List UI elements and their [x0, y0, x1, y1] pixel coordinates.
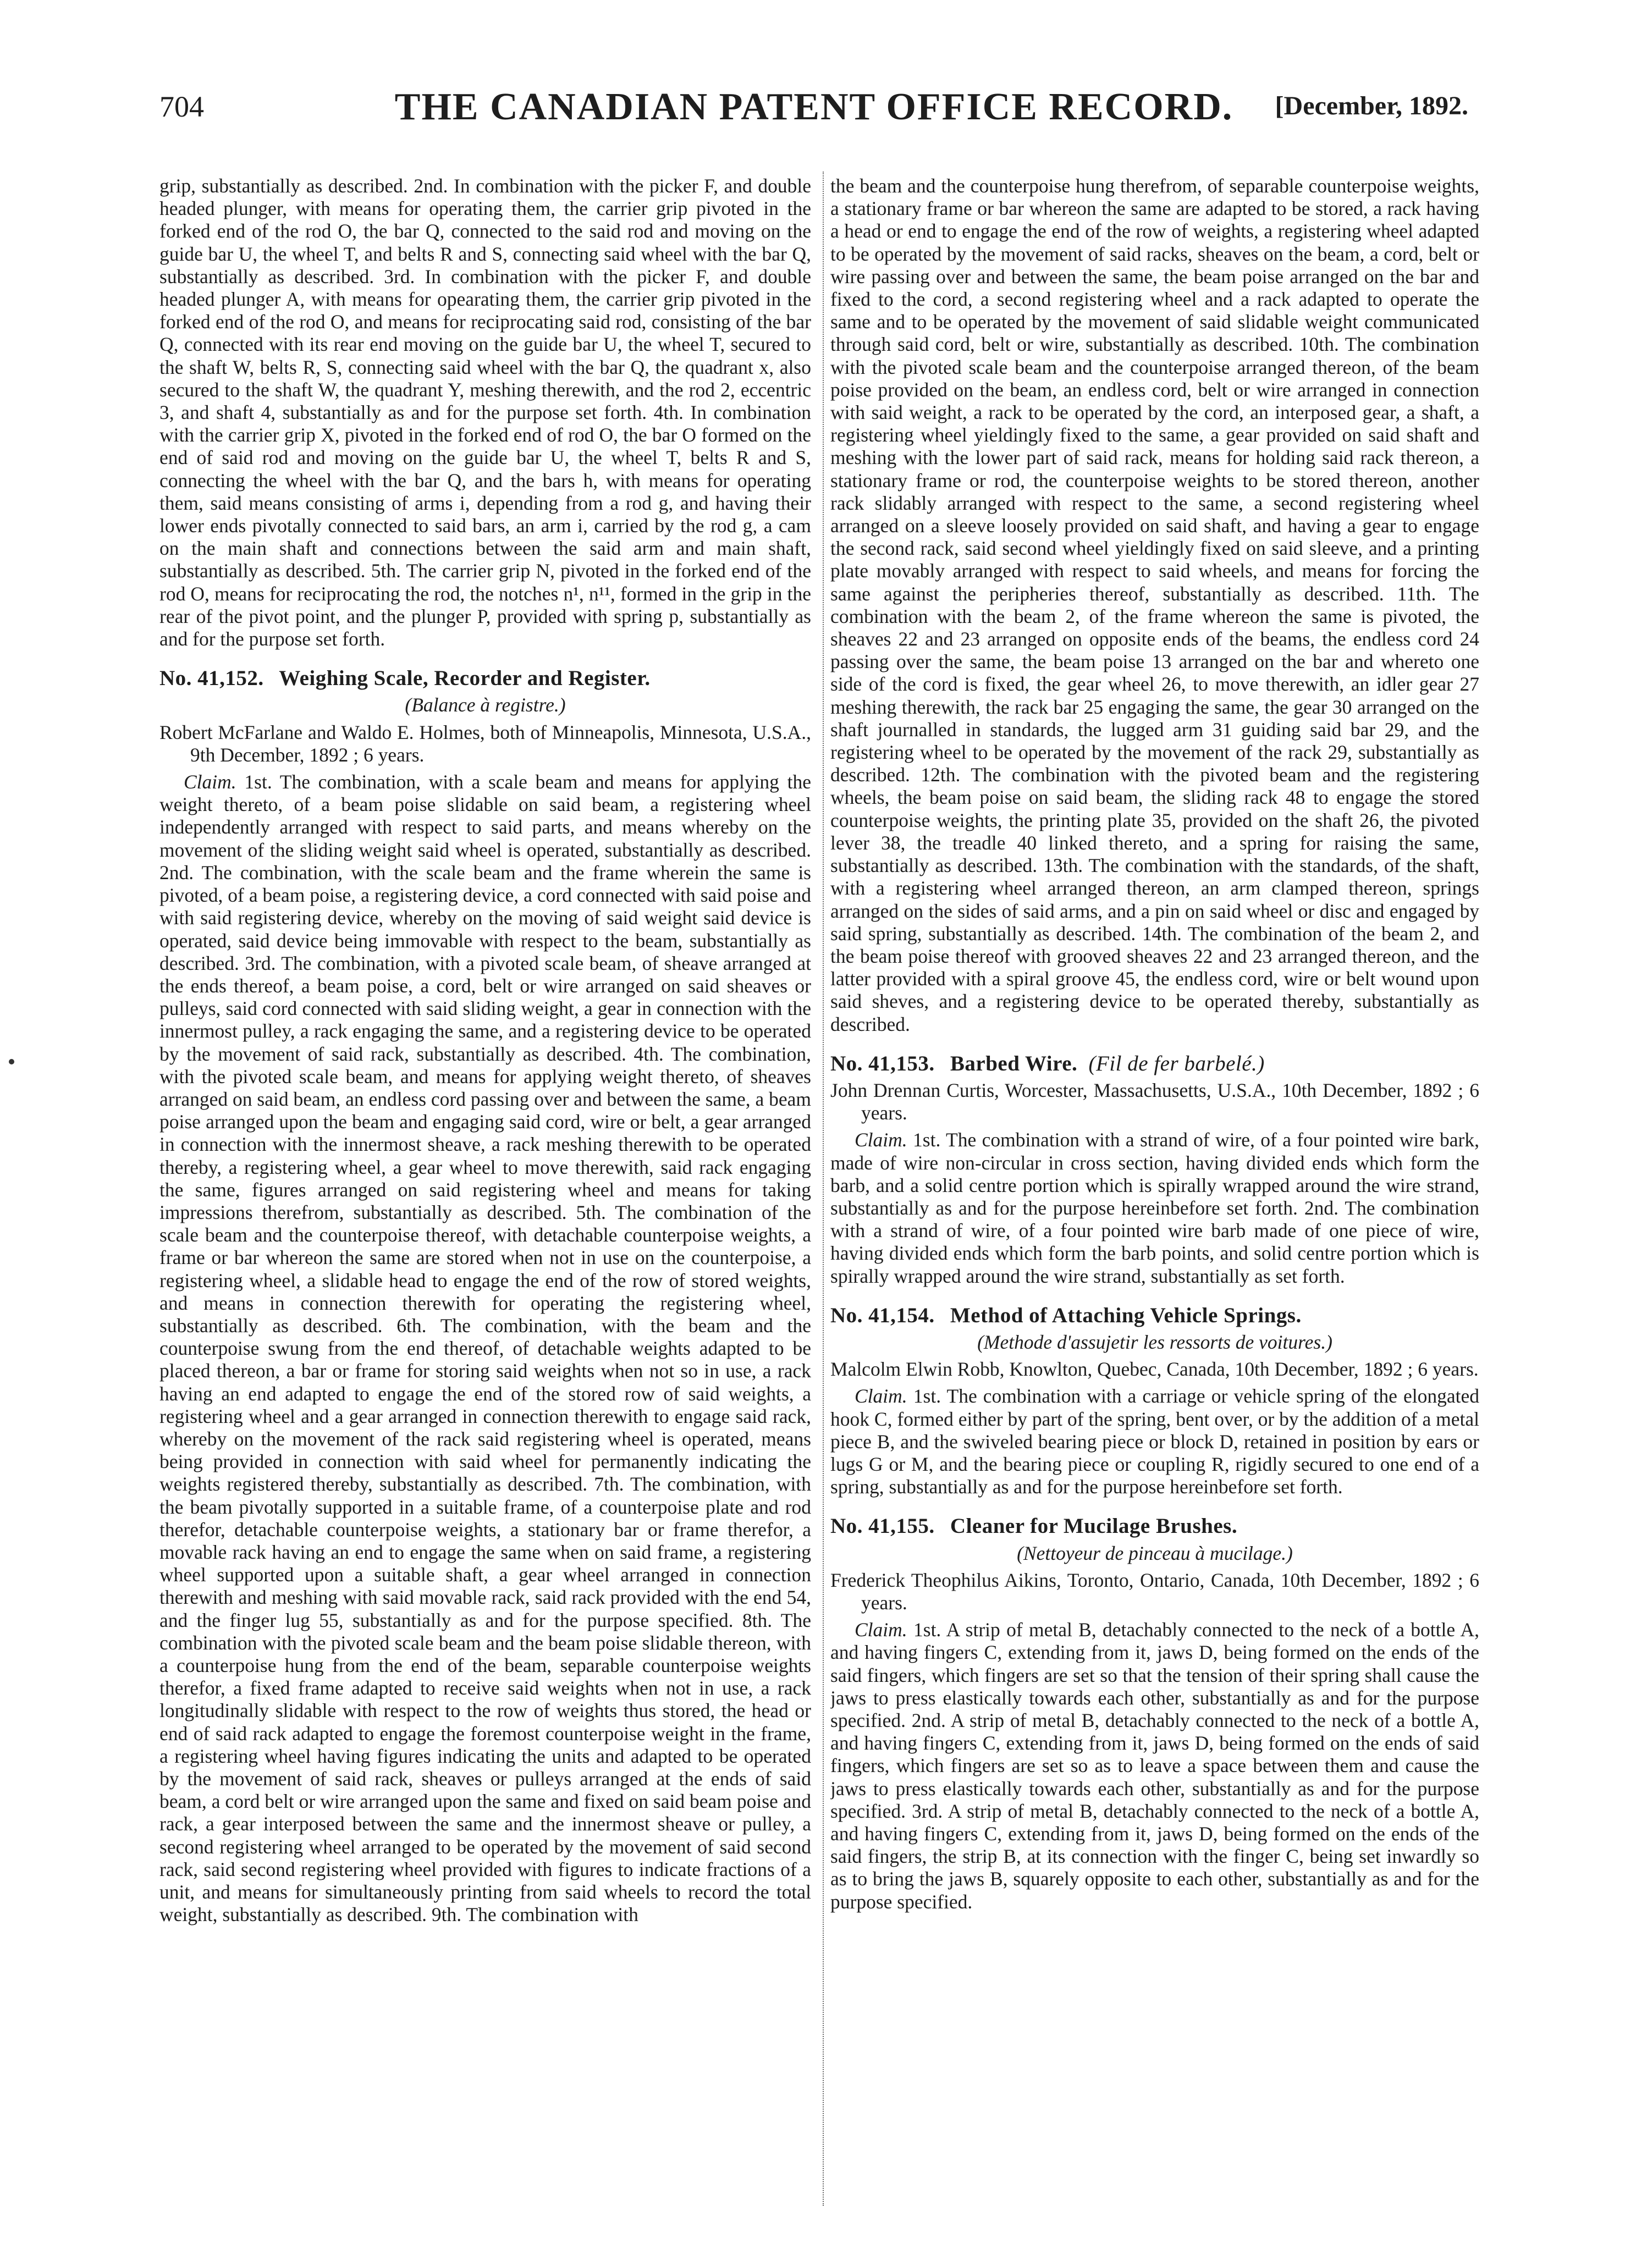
- claim-label: Claim.: [855, 1619, 907, 1641]
- page-header: [159, 85, 1468, 146]
- patent-heading: [159, 667, 811, 689]
- previous-claims-continuation: grip, substantially as described. 2nd. In combination with the picker F, and double headed plunger, with means for operating them, the carrier grip pivoted in the forked end of the rod O, the bar Q, connected to the said rod and moving on the guide bar U, the wheel T, and belts R and S, connecting said wheel with the bar Q, substantially as described. 3rd. In combination with the picker F, and double headed plunger A, with means for opearating them, the carrier grip pivoted in the forked end of the rod O, and means for reciprocating said rod, consisting of the bar Q, connected with its rear end moving on the guide bar U, the wheel T, secured to the shaft W, belts R, S, connecting said wheel with the bar Q, the quadrant x, also secured to the shaft W, the quadrant Y, meshing therewith, and the rod 2, eccentric 3, and shaft 4, substantially as and for the purpose set forth. 4th. In combination with the carrier grip X, pivoted in the forked end of rod O, the bar O formed on the end of said rod and moving on the guide bar U, the wheel T, belts R and S, connecting the wheel with the bar Q, and the bars h, with means for operating them, said means consisting of arms i, depending from a rod g, and having their lower ends pivotally connected to said bars, an arm i, carried by the rod g, a cam on the main shaft and connections between the said arm and main shaft, substantially as described. 5th. The carrier grip N, pivoted in the forked end of the rod O, means for reciprocating the rod, the notches n¹, n¹¹, formed in the grip in the rear of the pivot point, and the plunger P, provided with spring p, substantially as and for the purpose set forth.: [159, 175, 811, 650]
- patent-number: No. 41,154.: [830, 1303, 935, 1327]
- issue-date: [December, 1892.: [1275, 91, 1468, 120]
- patent-heading: [830, 1304, 1479, 1327]
- inventor-line: Frederick Theophilus Aikins, Toronto, Ontario, Canada, 10th December, 1892 ; 6 years.: [830, 1569, 1479, 1614]
- patent-heading: [830, 1515, 1479, 1537]
- claim-paragraph: [830, 1129, 1479, 1287]
- claim-paragraph: [159, 771, 811, 1926]
- page-number: 704: [159, 90, 204, 123]
- left-column: [159, 175, 811, 2209]
- patent-number: No. 41,152.: [159, 666, 264, 691]
- patent-number: No. 41,155.: [830, 1514, 935, 1538]
- inventor-line: Robert McFarlane and Waldo E. Holmes, both of Minneapolis, Minnesota, U.S.A., 9th December, 1892 ; 6 years.: [159, 721, 811, 766]
- margin-dot: [9, 1059, 14, 1064]
- journal-title: THE CANADIAN PATENT OFFICE RECORD.: [394, 86, 1233, 128]
- patent-title: Cleaner for Mucilage Brushes.: [950, 1514, 1238, 1538]
- claim-paragraph: [830, 1385, 1479, 1498]
- patent-title: Method of Attaching Vehicle Springs.: [950, 1303, 1302, 1327]
- patent-title: Barbed Wire.: [950, 1051, 1078, 1075]
- patent-title: Weighing Scale, Recorder and Register.: [279, 666, 651, 691]
- claim-text: 1st. The combination, with a scale beam and means for applying the weight thereto, of a beam poise slidable on said beam, a registering wheel independently arranged with respect to said parts, and means whereby on the movement of the sliding weight said wheel is operated, substantially as described. 2nd. The combination, with the scale beam and the frame wherein the same is pivoted, of a beam poise, a registering device, a cord connected with said poise and with said registering device, whereby on the moving of said weight said device is operated, said device being immovable with respect to the beam, substantially as described. 3rd. The combination, with a pivoted scale beam, of sheave arranged at the ends thereof, a beam poise, a cord, belt or wire arranged on said sheaves or pulleys, said cord connected with said sliding weight, a gear in connection with the innermost pulley, a rack engaging the same, and a registering device to be operated by the movement of said rack, substantially as described. 4th. The combination, with the pivoted scale beam, and means for applying weight thereto, of sheaves arranged on said beam, an endless cord passing over and between the same, a beam poise arranged upon the beam and engaging said cord, wire or belt, a gear arranged in connection with the innermost sheave, a rack meshing therewith to be operated thereby, a registering wheel, a gear wheel to move therewith, said rack engaging the same, figures arranged on said registering wheel and means for taking impressions therefrom, substantially as described. 5th. The combination of the scale beam and the counterpoise thereof, with detachable counterpoise weights, a frame or bar whereon the same are stored when not in use on the counterpoise, a registering wheel, a slidable head to engage the end of the row of stored weights, and means in connection therewith for operating the registering wheel, substantially as described. 6th. The combination, with the beam and the counterpoise swung from the end thereof, of detachable weights adapted to be placed thereon, a bar or frame for storing said weights when not so in use, a rack having an end adapted to engage the end of the stored row of said weights, a registering wheel and a gear arranged in connection therewith to engage said rack, whereby on the movement of the rack said registering wheel is operated, means being provided in connection with said wheel for permanently indicating the weights registered thereby, substantially as described. 7th. The combination, with the beam pivotally supported in a suitable frame, of a counterpoise plate and rod therefor, detachable counterpoise weights, a stationary bar or frame therefor, a movable rack having an end to engage the same when on said frame, a registering wheel supported upon a suitable shaft, a gear wheel arranged in connection therewith and meshing with said movable rack, said rack provided with the end 54, and the finger lug 55, substantially as and for the purpose specified. 8th. The combination with the pivoted scale beam and the beam poise slidable thereon, with a counterpoise hung from the end of the beam, separable counterpoise weights therefor, a fixed frame adapted to receive said weights when not in use, a rack longitudinally slidable with respect to the row of weights thus stored, the head or end of said rack adapted to engage the foremost counterpoise weight in the frame, a registering wheel having figures indicating the units and adapted to be operated by the movement of said rack, sheaves or pulleys arranged at the ends of said beam, a cord belt or wire arranged upon the same and fixed on said beam poise and rack, a gear interposed between the same and the innermost sheave or pulley, a second registering wheel arranged to be operated by the movement of said second rack, said second registering wheel provided with figures to indicate fractions of a unit, and means for simultaneously printing from said wheels to record the total weight, substantially as described. 9th. The combination with: [159, 771, 811, 1926]
- patent-number: No. 41,153.: [830, 1051, 935, 1075]
- patent-heading: [830, 1052, 1479, 1075]
- french-title: (Fil de fer barbelé.): [1088, 1051, 1265, 1075]
- claim-label: Claim.: [855, 1129, 907, 1151]
- french-title: (Methode d'assujetir les ressorts de voitures.): [977, 1331, 1332, 1353]
- claim-text: 1st. The combination with a carriage or vehicle spring of the elongated hook C, formed either by part of the spring, bent over, or by the addition of a metal piece B, and the swiveled bearing piece or block D, retained in position by ears or lugs G or M, and the bearing piece or coupling R, rigidly secured to one end of a spring, substantially as and for the purpose hereinbefore set forth.: [830, 1385, 1479, 1498]
- inventor-line: Malcolm Elwin Robb, Knowlton, Quebec, Canada, 10th December, 1892 ; 6 years.: [830, 1358, 1479, 1381]
- claim-paragraph: [830, 1619, 1479, 1913]
- claims-continuation: the beam and the counterpoise hung therefrom, of separable counterpoise weights, a stationary frame or bar whereon the same are adapted to be stored, a rack having a head or end to engage the end of the row of weights, a registering wheel adapted to be operated by the movement of said racks, sheaves on the beam, a cord, belt or wire passing over and between the same, the beam poise arranged on the bar and fixed to the cord, a second registering wheel and a rack adapted to operate the same and to be operated by the movement of said slidable weight communicated through said cord, belt or wire, substantially as described. 10th. The combination with the pivoted scale beam and the counterpoise arranged thereon, of the beam poise provided on the beam, an endless cord, belt or wire arranged in connection with said weight, a rack to be operated by the cord, an interposed gear, a shaft, a registering wheel yieldingly fixed to the same, a gear provided on said shaft and meshing with the lower part of said rack, means for holding said rack thereon, a stationary frame or rod, the counterpoise weights to be stored thereon, another rack slidably arranged with respect to the same, a second registering wheel arranged on a sleeve loosely provided on said shaft, and having a gear to engage the second rack, said second wheel yieldingly fixed on said sleeve, and a printing plate movably arranged with respect to said wheels, and means for forcing the same against the peripheries thereof, substantially as described. 11th. The combination with the beam 2, of the frame whereon the same is pivoted, the sheaves 22 and 23 arranged on opposite ends of the beams, the endless cord 24 passing over the same, the beam poise 13 arranged on the bar and whereto one side of the cord is fixed, the gear wheel 26, to move therewith, an idler gear 27 meshing therewith, the rack bar 25 engaging the same, the gear 30 arranged on the shaft journalled in standards, the lugged arm 31 guiding said bar 29, and the registering wheel to be operated by the movement of the rack 29, substantially as described. 12th. The combination with the pivoted beam and the registering wheels, the beam poise on said beam, the sliding rack 48 to engage the stored counterpoise weights, the printing plate 35, provided on the shaft 26, the pivoted lever 38, the treadle 40 linked thereto, and a spring for raising the same, substantially as described. 13th. The combination with the standards, of the shaft, with a registering wheel arranged thereon, an arm clamped thereon, springs arranged on the sides of said arms, and a pin on said wheel or disc and engaged by said spring, substantially as described. 14th. The combination of the beam 2, and the beam poise thereof with grooved sheaves 22 and 23 arranged thereon, and the latter provided with a spiral groove 45, the endless cord, wire or belt wound upon said sheves, and a registering device to be operated thereby, substantially as described.: [830, 175, 1479, 1035]
- right-column: [830, 175, 1479, 2209]
- claim-text: 1st. The combination with a strand of wire, of a four pointed wire bark, made of wire non-circular in cross section, having divided ends which form the barb, and a solid centre portion which is spirally wrapped around the wire strand, substantially as and for the purpose hereinbefore set forth. 2nd. The combination with a strand of wire, of a four pointed wire barb made of one piece of wire, having divided ends which form the barb points, and solid centre portion which is spirally wrapped around the wire strand, substantially as set forth.: [830, 1129, 1479, 1287]
- french-title: (Nettoyeur de pinceau à mucilage.): [1017, 1542, 1293, 1564]
- inventor-line: John Drennan Curtis, Worcester, Massachusetts, U.S.A., 10th December, 1892 ; 6 years.: [830, 1079, 1479, 1124]
- claim-label: Claim.: [855, 1385, 907, 1408]
- claim-label: Claim.: [184, 771, 236, 793]
- french-title: (Balance à registre.): [405, 694, 566, 716]
- claim-text: 1st. A strip of metal B, detachably connected to the neck of a bottle A, and having fingers C, extending from it, jaws D, being formed on the ends of the said fingers, which fingers are set so that the tension of their spring shall cause the jaws to press elastically towards each other, substantially as and for the purpose specified. 2nd. A strip of metal B, detachably connected to the neck of a bottle A, and having fingers C, extending from it, jaws D, being formed on the ends of said fingers, which fingers are set so as to leave a space between them and cause the jaws to press elastically towards each other, substantially as and for the purpose specified. 3rd. A strip of metal B, detachably connected to the neck of a bottle A, and having fingers C, extending from it, jaws D, being formed on the ends of the said fingers, the strip B, at its connection with the finger C, being set inwardly so as to bring the jaws B, squarely opposite to each other, substantially as and for the purpose specified.: [830, 1619, 1479, 1913]
- column-divider: [823, 172, 824, 2206]
